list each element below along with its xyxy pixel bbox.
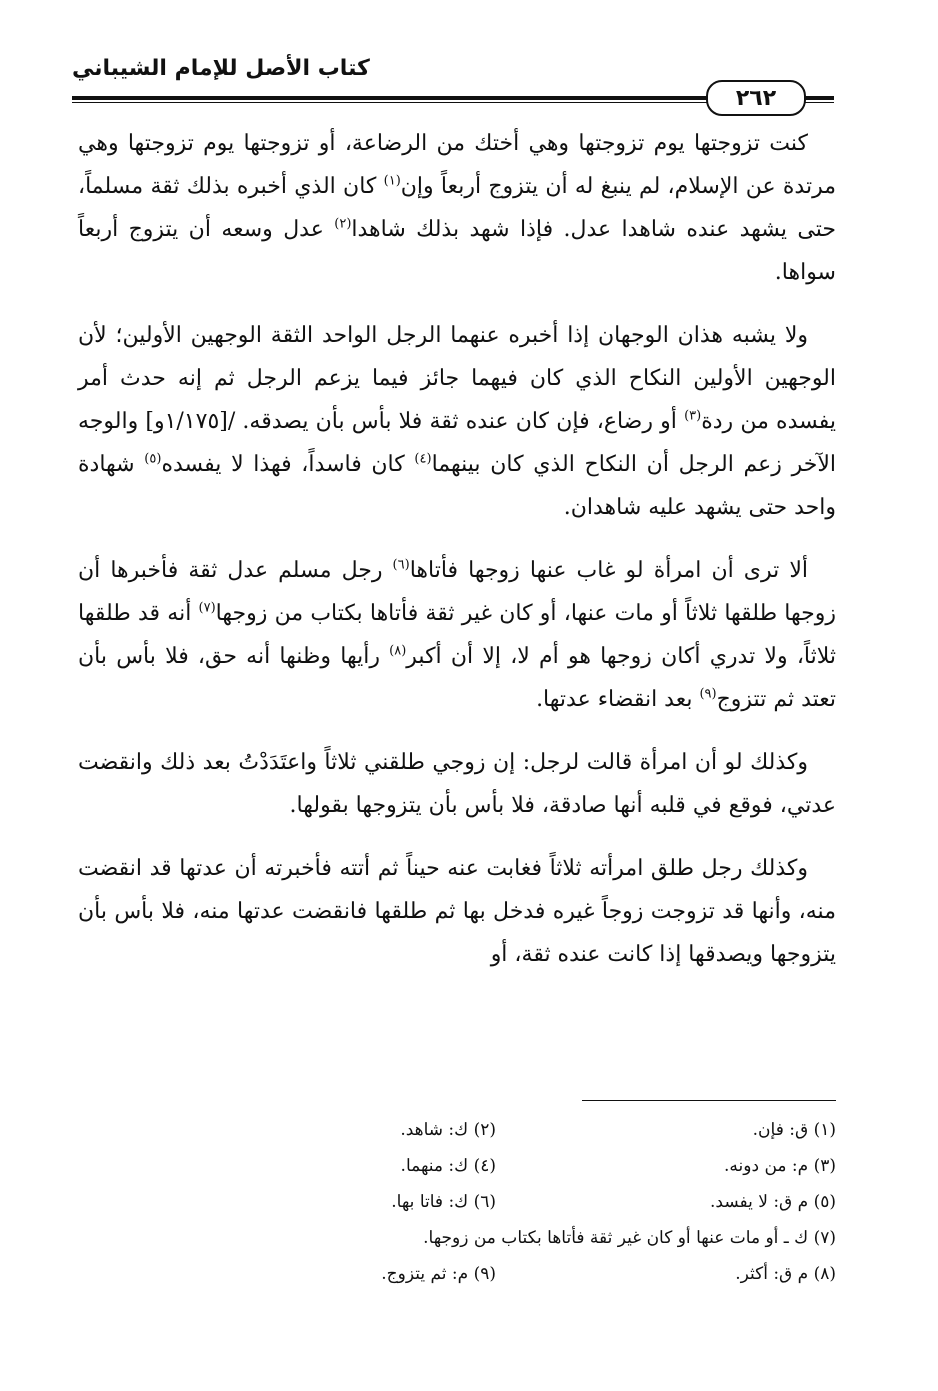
page-number-badge <box>706 80 806 116</box>
footnote-ref[interactable]: (١) <box>383 173 401 189</box>
text-run: رأيها وظنها أنه حق، فلا بأس بأن تعتد ثم تتزوج <box>78 644 836 712</box>
footnote-ref[interactable]: (٣) <box>684 408 702 424</box>
text-run: كنت تزوجتها يوم تزوجتها وهي أختك من الرضاعة، أو تزوجتها يوم تزوجتها وهي مرتدة عن الإسلام، لم ينبغ له أن يتزوج أربعاً وإن <box>78 131 836 199</box>
text-run: رجل مسلم عدل ثقة فأخبرها أن زوجها طلقها ثلاثاً أو مات عنها، أو كان غير ثقة فأتاها بكتاب من زوجها <box>78 558 837 626</box>
footnote-6: (٦) ك: فاتا بها. <box>391 1192 496 1212</box>
footnote-3: (٣) م: من دونه. <box>724 1156 836 1176</box>
footnote-row <box>120 1112 836 1148</box>
text-run: شهادة واحد حتى يشهد عليه شاهدان. <box>78 452 836 520</box>
footnote-ref[interactable]: (٩) <box>699 686 717 702</box>
footnote-ref[interactable]: (٦) <box>392 557 410 573</box>
paragraph-2 <box>78 314 836 529</box>
paragraph-5: وكذلك رجل طلق امرأته ثلاثاً فغابت عنه حيناً ثم أتته فأخبرته أن عدتها قد انقضت منه، وأنها قد تزوجت زوجاً غيره فدخل بها ثم طلقها فانقضت عدتها منه، فلا بأس بأن يتزوجها ويصدقها إذا كانت عنده ثقة، أو <box>78 856 836 967</box>
footnote-row <box>120 1184 836 1220</box>
footnote-8: (٨) م ق: أكثر. <box>735 1264 836 1284</box>
running-header-title: كتاب الأصل للإمام الشيباني <box>72 56 370 81</box>
footnotes <box>120 1112 836 1292</box>
body-text <box>78 122 836 996</box>
text-run: أنه قد طلقها ثلاثاً، ولا تدري أكان زوجها هو أم لا، إلا أن أكبر <box>78 601 836 669</box>
text-run: ألا ترى أن امرأة لو غاب عنها زوجها فأتاها <box>409 558 808 583</box>
footnote-ref[interactable]: (٥) <box>144 451 162 467</box>
paragraph-4: وكذلك لو أن امرأة قالت لرجل: إن زوجي طلقني ثلاثاً واعتَدَدْتُ بعد ذلك وانقضت عدتي، فوقع في قلبه أنها صادقة، فلا بأس بأن يتزوجها بقولها. <box>78 750 836 818</box>
footnote-1: (١) ق: فإن. <box>752 1120 836 1140</box>
text-run: أو رضاع، فإن كان عنده ثقة فلا بأس بأن يصدقه. /[١/١٧٥و] والوجه الآخر زعم الرجل أن النكاح الذي كان بينهما <box>78 409 837 477</box>
footnote-4: (٤) ك: منهما. <box>400 1156 496 1176</box>
footnote-ref[interactable]: (٢) <box>334 216 352 232</box>
paragraph-3 <box>78 549 836 721</box>
text-run: بعد انقضاء عدتها. <box>536 687 700 712</box>
footnote-row <box>120 1148 836 1184</box>
text-run: عدل وسعه أن يتزوج أربعاً سواها. <box>78 217 836 285</box>
footnote-2: (٢) ك: شاهد. <box>400 1120 496 1140</box>
footnote-ref[interactable]: (٧) <box>198 600 216 616</box>
page-number: ٢٦٢ <box>735 85 777 111</box>
text-run: كان الذي أخبره بذلك ثقة مسلماً، حتى يشهد عنده شاهدا عدل. فإذا شهد بذلك شاهدا <box>78 174 836 242</box>
footnote-row <box>120 1256 836 1292</box>
paragraph-1 <box>78 122 836 294</box>
footnote-row <box>120 1220 836 1256</box>
footnote-ref[interactable]: (٤) <box>414 451 432 467</box>
text-run: كان فاسداً، فهذا لا يفسده <box>161 452 415 477</box>
footnote-5: (٥) م ق: لا يفسد. <box>710 1192 836 1212</box>
footnote-7: (٧) ك ـ أو مات عنها أو كان غير ثقة فأتاها بكتاب من زوجها. <box>423 1228 836 1248</box>
text-run: ولا يشبه هذان الوجهان إذا أخبره عنهما الرجل الواحد الثقة الوجهين الأولين؛ لأن الوجهين الأولين النكاح الذي كان فيهما جائز فيما يزعم الرجل ثم إنه حدث أمر يفسده من ردة <box>78 323 836 434</box>
footnote-separator <box>582 1100 836 1101</box>
footnote-9: (٩) م: ثم يتزوج. <box>381 1264 496 1284</box>
footnote-ref[interactable]: (٨) <box>389 643 407 659</box>
